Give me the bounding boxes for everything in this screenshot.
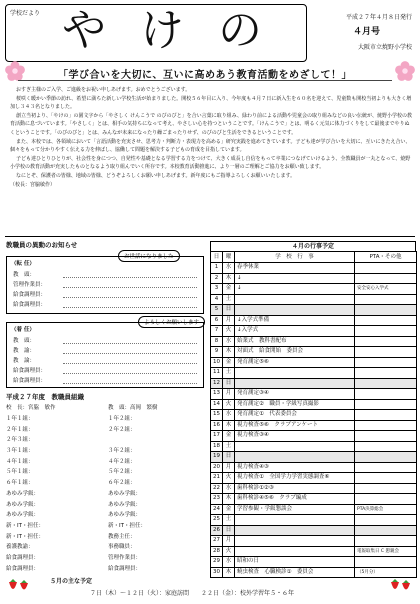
outgoing-staff-box <box>6 256 204 314</box>
staff-entry: １年２組： <box>108 416 136 423</box>
staff-row <box>6 541 204 552</box>
event-cell: 学習参観・学級懇談会 <box>235 504 355 515</box>
weekday-cell: 土 <box>223 368 235 379</box>
weekday-cell: 水 <box>223 336 235 347</box>
schedule-row <box>211 420 417 431</box>
weekday-cell: 日 <box>223 525 235 536</box>
pta-cell <box>355 473 417 484</box>
staff-row <box>6 520 204 531</box>
pta-cell <box>355 525 417 536</box>
pta-cell: 安全安心入学式 <box>355 284 417 295</box>
flower-icon <box>394 60 416 82</box>
day-cell: 10 <box>211 357 223 368</box>
day-cell: 5 <box>211 305 223 316</box>
col-events: 学 校 行 事 <box>235 252 355 263</box>
principal-signature: （校長：宮脇敏作） <box>10 181 56 188</box>
weekday-cell: 木 <box>223 420 235 431</box>
strawberry-icon <box>388 576 414 596</box>
event-cell <box>235 546 355 557</box>
weekday-cell: 金 <box>223 284 235 295</box>
school-tag: 学校だより <box>10 10 41 17</box>
day-cell: 17 <box>211 431 223 442</box>
schedule-row <box>211 305 417 316</box>
role-label: 給食調理員： <box>13 302 47 308</box>
event-cell: 昭和の日 <box>235 557 355 568</box>
schedule-row <box>211 273 417 284</box>
weekday-cell: 日 <box>223 305 235 316</box>
weekday-cell: 金 <box>223 357 235 368</box>
event-cell: 視力検査⑤⑥ クラブアンケート <box>235 420 355 431</box>
role-label: 給食調理員： <box>13 378 47 384</box>
schedule-title: ４月の行事予定 <box>210 241 416 252</box>
body-paragraph: おすぎ主様のご入学、ご進級をお祝い申しあげます。おめでとうございます。 <box>16 87 191 93</box>
schedule-row <box>211 462 417 473</box>
weekday-cell: 火 <box>223 473 235 484</box>
role-label: 給食調理員： <box>13 368 47 374</box>
body-paragraph: 子ども達ひとりひとりが、社会性を身につつ、自発性や基礎となる学習する力をつけて、大きく成長し自信をもって卒業につなげていけるよう、全教職員が一丸となって、焼野小学校の教育活動が充実したものとなるよう取り組んでいく所存です。本校教育活動推進に、より一層のご理解とご協力をお願い致します。 <box>10 155 411 171</box>
incoming-heading: （着 任） <box>11 327 35 333</box>
pta-cell: PTA決算総会 <box>355 504 417 515</box>
staff-entry: 給食調理員： <box>108 565 142 572</box>
staff-list <box>6 402 204 573</box>
schedule-header-row <box>211 252 417 263</box>
pta-cell <box>355 315 417 326</box>
event-cell <box>235 441 355 452</box>
role-label: 教 論： <box>13 358 36 364</box>
weekday-cell: 月 <box>223 536 235 547</box>
staff-row <box>6 445 204 456</box>
staff-row <box>6 530 204 541</box>
weekday-cell: 水 <box>223 410 235 421</box>
event-cell: ↓入学式 <box>235 326 355 337</box>
col-day: 日 <box>211 252 223 263</box>
staff-entry: あゆみ学級： <box>6 501 40 508</box>
staff-entry: ５年２組： <box>108 469 136 476</box>
schedule-row <box>211 567 417 578</box>
staff-entry: １年１組： <box>6 416 34 423</box>
incoming-staff-box <box>6 322 204 388</box>
pta-cell <box>355 389 417 400</box>
pta-cell <box>355 441 417 452</box>
pta-cell <box>355 536 417 547</box>
staff-row <box>6 423 204 434</box>
day-cell: 1 <box>211 263 223 274</box>
event-cell <box>235 378 355 389</box>
schedule-row <box>211 515 417 526</box>
weekday-cell: 月 <box>223 315 235 326</box>
slogan-underline <box>18 80 392 81</box>
weekday-cell: 月 <box>223 389 235 400</box>
staff-row <box>6 562 204 573</box>
staff-entry: 新・IT・担任： <box>6 522 44 529</box>
may-schedule-text: ７日（木）〜１２日（火）：家庭訪問 ２２日（金）：校外学習年５・６年 <box>90 590 295 597</box>
staff-entry: ４年２組： <box>108 458 136 465</box>
weekday-cell: 木 <box>223 273 235 284</box>
schedule-row <box>211 452 417 463</box>
day-cell: 12 <box>211 378 223 389</box>
pta-cell: （5月分） <box>355 567 417 578</box>
weekday-cell: 土 <box>223 294 235 305</box>
schedule-row <box>211 483 417 494</box>
schedule-row <box>211 263 417 274</box>
staff-row <box>6 488 204 499</box>
role-line <box>13 289 197 299</box>
strawberry-icon <box>6 576 32 596</box>
staff-row <box>6 434 204 445</box>
role-line <box>13 345 197 355</box>
role-line <box>13 335 197 345</box>
schedule-row <box>211 326 417 337</box>
weekday-cell: 水 <box>223 263 235 274</box>
weekday-cell: 木 <box>223 567 235 578</box>
event-cell <box>235 525 355 536</box>
outgoing-heading: （転 任） <box>11 261 35 267</box>
day-cell: 3 <box>211 284 223 295</box>
event-cell: ↓入学式準備 <box>235 315 355 326</box>
staff-entry: 教 頭：高岡 繁樹 <box>108 405 158 412</box>
day-cell: 4 <box>211 294 223 305</box>
event-cell: ↓ <box>235 273 355 284</box>
staff-entry: 教務主任： <box>108 533 136 540</box>
staff-entry: ６年２組： <box>108 480 136 487</box>
event-cell: 視力検査④③ <box>235 462 355 473</box>
pta-cell <box>355 326 417 337</box>
body-paragraph: なにとぞ、保護者の皆様、地域の皆様、どうぞよろしくお願い申しあげます。新年度にもご指導よろしくお願いいたします。 <box>16 172 296 179</box>
welcome-bubble: よろしくお願いします <box>138 316 205 328</box>
day-cell: 6 <box>211 315 223 326</box>
event-cell: 発育測定③④ <box>235 389 355 400</box>
schedule-row <box>211 284 417 295</box>
pta-cell <box>355 305 417 316</box>
schedule-row <box>211 315 417 326</box>
newsletter-title: やけの <box>62 5 296 56</box>
day-cell: 28 <box>211 546 223 557</box>
schedule-row <box>211 389 417 400</box>
pta-cell <box>355 294 417 305</box>
event-cell <box>235 515 355 526</box>
pta-cell <box>355 347 417 358</box>
day-cell: 22 <box>211 483 223 494</box>
weekday-cell: 日 <box>223 378 235 389</box>
staff-org-title: 平成２７年度 教職員組織 <box>6 393 84 401</box>
schedule-row <box>211 536 417 547</box>
event-cell: 蟯虫検査 心臓検診① 委員会 <box>235 567 355 578</box>
day-cell: 13 <box>211 389 223 400</box>
staff-change-title: 教職員の異動のお知らせ <box>6 241 78 249</box>
schedule-row <box>211 431 417 442</box>
role-line <box>13 375 197 385</box>
pta-cell <box>355 336 417 347</box>
event-cell <box>235 536 355 547</box>
role-line <box>13 279 197 289</box>
schedule-row <box>211 347 417 358</box>
school-name: 大阪市立焼野小学校 <box>357 44 412 51</box>
event-cell: 始業式 教科書配布 <box>235 336 355 347</box>
pta-cell <box>355 263 417 274</box>
staff-row <box>6 455 204 466</box>
day-cell: 20 <box>211 462 223 473</box>
role-label: 教 頭： <box>13 338 36 344</box>
weekday-cell: 火 <box>223 399 235 410</box>
schedule-row <box>211 441 417 452</box>
pta-cell <box>355 378 417 389</box>
weekday-cell: 木 <box>223 494 235 505</box>
weekday-cell: 土 <box>223 515 235 526</box>
principal-message <box>10 86 412 189</box>
event-cell: 歯科検診①②③ <box>235 483 355 494</box>
issue-date: 平成２７年４月８日発行 <box>345 14 412 21</box>
day-cell: 8 <box>211 336 223 347</box>
staff-entry: ６年１組： <box>6 480 34 487</box>
pta-cell <box>355 273 417 284</box>
event-cell: 発育測定② 職員・学級写真撮影 <box>235 399 355 410</box>
staff-entry: 校 長：宮脇 敏作 <box>6 405 56 412</box>
pta-cell <box>355 420 417 431</box>
weekday-cell: 木 <box>223 347 235 358</box>
staff-entry: 新・IT・担任： <box>108 522 146 529</box>
role-line <box>13 355 197 365</box>
day-cell: 16 <box>211 420 223 431</box>
staff-entry: ２年２組： <box>108 426 136 433</box>
staff-entry: 管理作業員： <box>108 554 142 561</box>
may-schedule-title: ５月の主な予定 <box>50 578 93 585</box>
weekday-cell: 土 <box>223 441 235 452</box>
schedule-row <box>211 336 417 347</box>
day-cell: 19 <box>211 452 223 463</box>
schedule-row <box>211 494 417 505</box>
pta-cell <box>355 399 417 410</box>
role-label: 管理作業員： <box>13 282 47 288</box>
schedule-row <box>211 294 417 305</box>
staff-entry: あゆみ学級： <box>6 490 40 497</box>
role-line <box>13 365 197 375</box>
event-cell: 発育測定⑤⑥ <box>235 357 355 368</box>
schedule-row <box>211 504 417 515</box>
staff-entry: ３年２組： <box>108 448 136 455</box>
staff-row <box>6 466 204 477</box>
event-cell <box>235 294 355 305</box>
schedule-row <box>211 557 417 568</box>
staff-entry: 養護教諭： <box>6 544 34 551</box>
staff-row <box>6 477 204 488</box>
event-cell: 対面式 給食開始 委員会 <box>235 347 355 358</box>
event-cell: 視力検査① 全国学力学習実態調査⑥ <box>235 473 355 484</box>
day-cell: 25 <box>211 515 223 526</box>
weekday-cell: 火 <box>223 326 235 337</box>
day-cell: 21 <box>211 473 223 484</box>
role-label: 教 諭： <box>13 348 36 354</box>
pta-cell <box>355 452 417 463</box>
staff-entry: ３年１組： <box>6 448 34 455</box>
day-cell: 14 <box>211 399 223 410</box>
day-cell: 23 <box>211 494 223 505</box>
schedule-row <box>211 378 417 389</box>
day-cell: 24 <box>211 504 223 515</box>
schedule-row <box>211 546 417 557</box>
body-paragraph: また、本校では、各領域において「言語活動を充実させ、思考力・判断力・表現力を高める」研究実践を進めてきています。子ども達が学び合いを大切に、互いにきたえ合い、個々をもって分かりやすく伝える力を伸ばし、協働して問題を解決する子どもの育成を目指しています。 <box>10 138 411 154</box>
day-cell: 29 <box>211 557 223 568</box>
role-line <box>13 299 197 309</box>
event-cell: 発育測定① 代表委員会 <box>235 410 355 421</box>
schedule-row <box>211 525 417 536</box>
day-cell: 11 <box>211 368 223 379</box>
event-cell: 歯科検診④⑤⑥ クラブ編成 <box>235 494 355 505</box>
day-cell: 9 <box>211 347 223 358</box>
day-cell: 26 <box>211 525 223 536</box>
event-cell <box>235 305 355 316</box>
issue-number: ４月号 <box>352 27 380 37</box>
event-cell: 視力検査③④ <box>235 431 355 442</box>
event-cell <box>235 368 355 379</box>
staff-entry: ４年１組： <box>6 458 34 465</box>
schedule-row <box>211 399 417 410</box>
weekday-cell: 日 <box>223 452 235 463</box>
pta-cell <box>355 368 417 379</box>
schedule-row <box>211 410 417 421</box>
pta-cell: 電報取集日 C 懇親会 <box>355 546 417 557</box>
weekday-cell: 水 <box>223 557 235 568</box>
day-cell: 2 <box>211 273 223 284</box>
staff-row <box>6 498 204 509</box>
day-cell: 30 <box>211 567 223 578</box>
staff-row <box>6 509 204 520</box>
col-pta: PTA・その他 <box>355 252 417 263</box>
pta-cell <box>355 410 417 421</box>
body-paragraph: 創立当初より、「やけの」の園文字から「やさしく けんこうで のびのびと」を合い言葉に取り組み、緑わり前による活動や児童会の取り組みなどの良い伝統が、焼野小学校の教育活動に息づいています。「やさしく」とは、相手の気持ちになって考え、やさしい心を持つということです。「けんこうで」とは、明るく元気に体力づくりをして最後までやりぬくということです。「のびのびと」とは、みんなが未来になったり繰ごまったりせず、のびのびと生活をできるということです。 <box>10 112 412 136</box>
staff-entry: あゆみ学級： <box>108 512 142 519</box>
staff-entry: ２年３組： <box>6 437 34 444</box>
schedule-table <box>210 251 417 578</box>
section-divider <box>5 236 415 237</box>
weekday-cell: 金 <box>223 431 235 442</box>
pta-cell <box>355 557 417 568</box>
pta-cell <box>355 515 417 526</box>
weekday-cell: 火 <box>223 546 235 557</box>
col-weekday: 曜 <box>223 252 235 263</box>
role-label: 給食調理員： <box>13 292 47 298</box>
weekday-cell: 金 <box>223 504 235 515</box>
staff-entry: 新・IT・担任： <box>6 533 44 540</box>
day-cell: 18 <box>211 441 223 452</box>
staff-entry: 給食調理員： <box>6 565 40 572</box>
pta-cell <box>355 494 417 505</box>
pta-cell <box>355 431 417 442</box>
schedule-row <box>211 368 417 379</box>
staff-row <box>6 402 204 413</box>
schedule-row <box>211 357 417 368</box>
role-label: 教 頭： <box>13 272 36 278</box>
event-cell: 春季休業 <box>235 263 355 274</box>
staff-entry: ５年１組： <box>6 469 34 476</box>
body-paragraph: 桜咲く暖かい季節の訪れ、希望に満ちた新しい学校生活が始まりました。開校５６年目に入り、今年度も４月７日に新入生を６０名を迎えて、児童数も開校当初よりも大きく増加し３４３名となりました。 <box>10 95 412 111</box>
day-cell: 15 <box>211 410 223 421</box>
staff-entry: あゆみ学級： <box>6 512 40 519</box>
weekday-cell: 水 <box>223 483 235 494</box>
farewell-bubble: お世話になりました <box>118 250 180 262</box>
event-cell: ↓ <box>235 284 355 295</box>
staff-entry: 事務職員： <box>108 544 136 551</box>
slogan: 「学び合いを大切に、互いに高めあう教育活動をめざして！」 <box>58 70 352 81</box>
staff-entry: ２年１組： <box>6 426 34 433</box>
weekday-cell: 月 <box>223 462 235 473</box>
role-line <box>13 269 197 279</box>
day-cell: 27 <box>211 536 223 547</box>
event-cell <box>235 452 355 463</box>
pta-cell <box>355 357 417 368</box>
day-cell: 7 <box>211 326 223 337</box>
staff-entry: あゆみ学級： <box>108 501 142 508</box>
staff-row <box>6 413 204 424</box>
staff-row <box>6 552 204 563</box>
pta-cell <box>355 483 417 494</box>
schedule-row <box>211 473 417 484</box>
staff-entry: 給食調理員： <box>6 554 40 561</box>
pta-cell <box>355 462 417 473</box>
staff-entry: あゆみ学級： <box>108 490 142 497</box>
